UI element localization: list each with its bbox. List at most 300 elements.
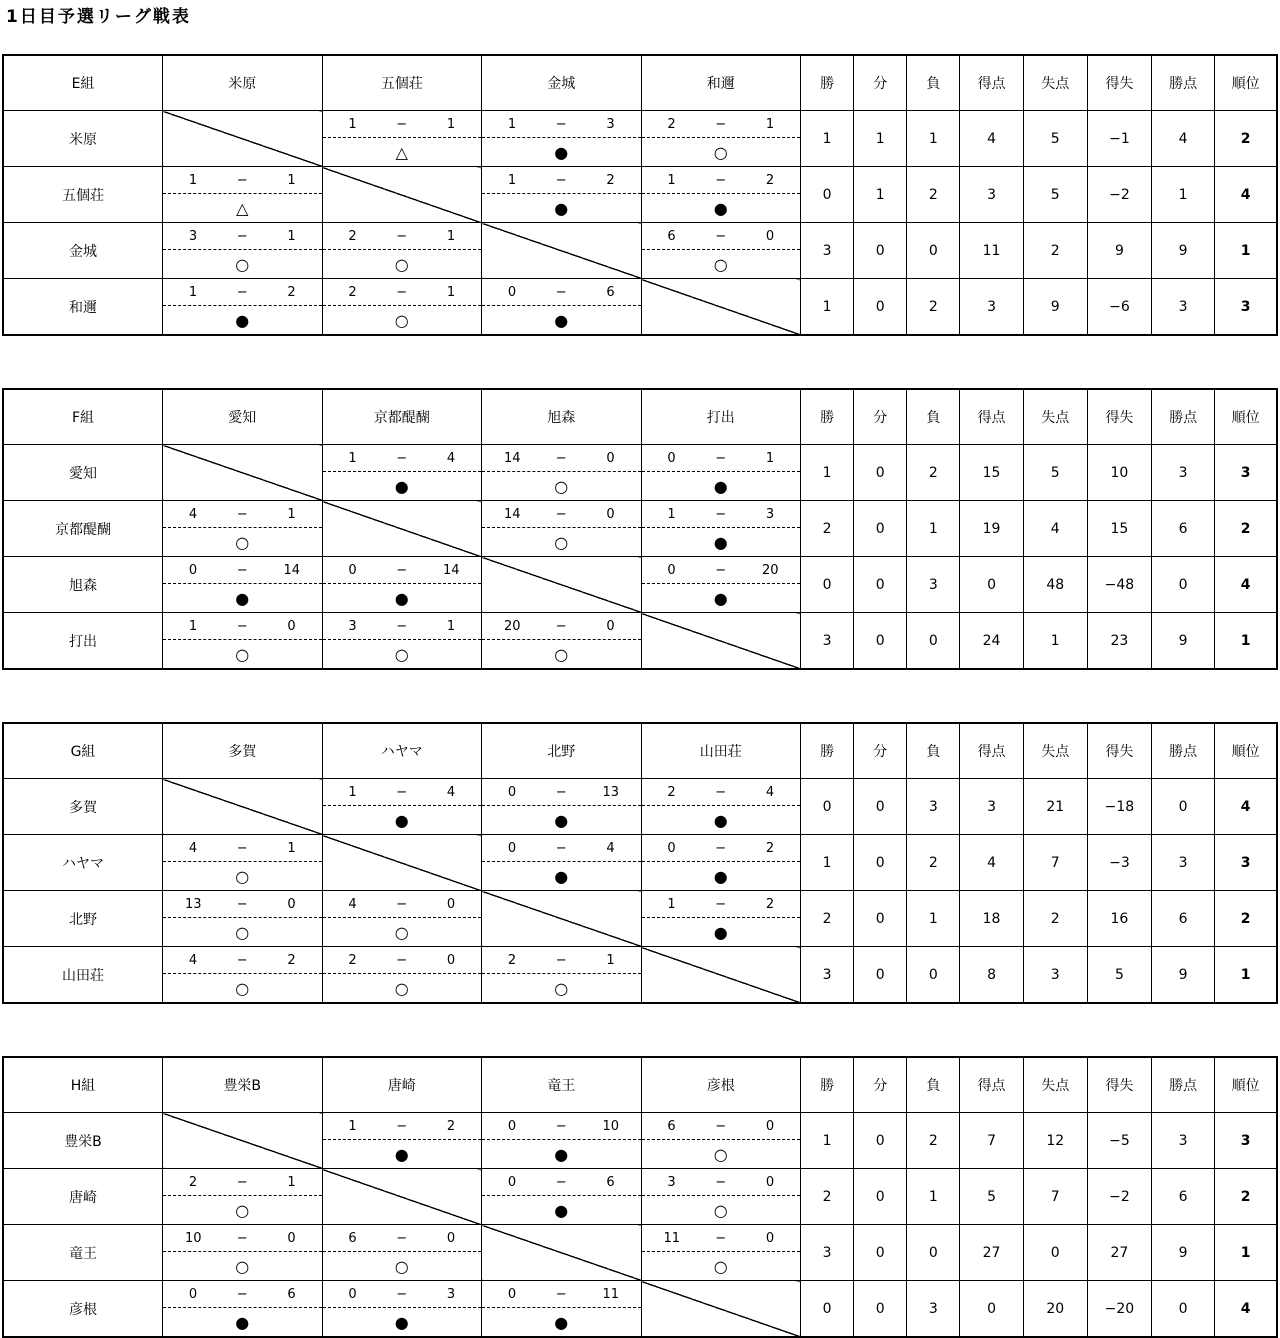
stat-value: 18 <box>960 891 1023 947</box>
result-icon: ● <box>713 589 728 608</box>
score-for: 0 <box>188 1286 198 1302</box>
score-dash: − <box>715 172 727 188</box>
score-dash: − <box>715 784 727 800</box>
score-against: 0 <box>287 1230 296 1246</box>
table-row <box>3 111 1277 167</box>
stat-value: 3 <box>907 779 960 835</box>
match-score <box>642 501 801 528</box>
row-team-name: 金城 <box>3 223 163 279</box>
result-icon: ○ <box>235 645 250 664</box>
stat-value: 1 <box>1023 613 1087 670</box>
score-for: 1 <box>348 784 357 800</box>
score-for: 13 <box>185 896 202 912</box>
row-team-name: 多賀 <box>3 779 163 835</box>
row-team-name: 竜王 <box>3 1225 163 1281</box>
match-cell <box>641 891 801 947</box>
score-against: 1 <box>446 228 456 244</box>
score-dash: − <box>236 562 248 578</box>
score-for: 0 <box>348 1286 357 1302</box>
match-score <box>482 835 641 862</box>
match-score <box>163 613 322 640</box>
score-against: 1 <box>446 116 456 132</box>
stat-value: 0 <box>907 1225 960 1281</box>
match-score <box>482 947 641 974</box>
match-cell <box>322 445 482 501</box>
match-score <box>482 779 641 806</box>
rank-value: 3 <box>1215 835 1277 891</box>
score-for: 1 <box>188 618 198 634</box>
row-team-name: ハヤマ <box>3 835 163 891</box>
rank-value: 3 <box>1215 1113 1277 1169</box>
match-cell <box>163 167 323 223</box>
match-cell <box>163 1225 323 1281</box>
score-against: 0 <box>446 952 456 968</box>
match-score <box>642 779 801 806</box>
match-score <box>482 613 641 640</box>
match-score <box>482 1169 641 1196</box>
result-icon: ● <box>554 1313 569 1332</box>
score-dash: − <box>555 506 567 522</box>
stat-value: 3 <box>907 557 960 613</box>
score-dash: − <box>715 1174 727 1190</box>
rank-value: 1 <box>1215 613 1277 670</box>
group-name: H組 <box>3 1057 163 1113</box>
diagonal-cell <box>163 1113 323 1169</box>
score-for: 2 <box>667 116 676 132</box>
match-score <box>163 947 322 974</box>
result-icon: ● <box>713 867 728 886</box>
column-header: 失点 <box>1023 1057 1087 1113</box>
score-for: 6 <box>348 1230 357 1246</box>
stat-value: 3 <box>801 1225 854 1281</box>
score-dash: − <box>236 1174 248 1190</box>
match-score <box>323 613 482 640</box>
result-icon: ○ <box>235 923 250 942</box>
score-dash: − <box>236 618 248 634</box>
stat-value: 11 <box>960 223 1023 279</box>
score-for: 1 <box>188 172 198 188</box>
stat-value: 9 <box>1087 223 1151 279</box>
stat-value: 0 <box>1023 1225 1087 1281</box>
match-score <box>323 779 482 806</box>
row-team-name: 和邇 <box>3 279 163 336</box>
stat-value: 0 <box>1152 779 1215 835</box>
match-cell <box>322 1225 482 1281</box>
stat-value: 3 <box>960 279 1023 336</box>
match-score <box>163 1225 322 1252</box>
match-cell <box>322 613 482 670</box>
score-dash: − <box>555 450 567 466</box>
match-cell <box>322 279 482 336</box>
rank-value: 2 <box>1215 1169 1277 1225</box>
stat-value: 1 <box>907 501 960 557</box>
score-dash: − <box>396 284 408 300</box>
score-dash: − <box>396 784 408 800</box>
score-against: 1 <box>446 618 456 634</box>
stat-value: 7 <box>1023 835 1087 891</box>
score-against: 4 <box>446 784 456 800</box>
match-score <box>482 501 641 528</box>
match-cell <box>482 111 642 167</box>
stat-value: 4 <box>1152 111 1215 167</box>
score-dash: − <box>715 896 727 912</box>
stat-value: 4 <box>960 835 1023 891</box>
match-score <box>163 167 322 194</box>
match-score <box>163 557 322 584</box>
score-against: 0 <box>765 1174 775 1190</box>
table-row <box>3 835 1277 891</box>
match-cell <box>163 613 323 670</box>
stat-value: 7 <box>960 1113 1023 1169</box>
column-header: 分 <box>854 389 907 445</box>
table-row <box>3 279 1277 336</box>
match-score <box>323 111 482 138</box>
group-name: F組 <box>3 389 163 445</box>
column-header: 得失 <box>1087 55 1151 111</box>
score-against: 2 <box>765 840 775 856</box>
match-score <box>323 223 482 250</box>
stat-value: −48 <box>1087 557 1151 613</box>
stat-value: 9 <box>1152 1225 1215 1281</box>
stat-value: 0 <box>854 279 907 336</box>
score-against: 4 <box>606 840 615 856</box>
match-cell <box>641 223 801 279</box>
stat-value: 0 <box>907 223 960 279</box>
column-team-name: ハヤマ <box>322 723 482 779</box>
league-table <box>2 54 1278 336</box>
match-score <box>323 1225 482 1252</box>
row-team-name: 旭森 <box>3 557 163 613</box>
stat-value: 2 <box>801 501 854 557</box>
result-icon: ○ <box>394 645 409 664</box>
score-against: 2 <box>446 1118 456 1134</box>
stat-value: 3 <box>960 779 1023 835</box>
score-dash: − <box>396 896 408 912</box>
score-dash: − <box>236 284 248 300</box>
column-header: 勝点 <box>1152 55 1215 111</box>
stat-value: 4 <box>960 111 1023 167</box>
column-header: 得点 <box>960 55 1023 111</box>
result-icon: ○ <box>394 311 409 330</box>
stat-value: 3 <box>801 947 854 1004</box>
stat-value: 0 <box>801 1281 854 1338</box>
score-against: 1 <box>287 228 296 244</box>
result-icon: ● <box>713 533 728 552</box>
result-icon: ● <box>554 311 569 330</box>
score-against: 11 <box>602 1286 620 1302</box>
column-header: 負 <box>907 1057 960 1113</box>
stat-value: 3 <box>801 223 854 279</box>
stat-value: 0 <box>854 445 907 501</box>
match-cell <box>482 501 642 557</box>
stat-value: 0 <box>854 1281 907 1338</box>
score-against: 6 <box>606 284 615 300</box>
result-icon: ○ <box>554 645 569 664</box>
score-dash: − <box>236 896 248 912</box>
score-for: 6 <box>667 1118 676 1134</box>
stat-value: 20 <box>1023 1281 1087 1338</box>
match-score <box>642 167 801 194</box>
stat-value: 3 <box>1152 1113 1215 1169</box>
match-score <box>323 557 482 584</box>
result-icon: ● <box>713 811 728 830</box>
diagonal-cell <box>482 891 642 947</box>
stat-value: 0 <box>854 779 907 835</box>
stat-value: 21 <box>1023 779 1087 835</box>
stat-value: 0 <box>854 223 907 279</box>
column-header: 勝 <box>801 723 854 779</box>
match-cell <box>641 501 801 557</box>
score-dash: − <box>555 1118 567 1134</box>
score-for: 2 <box>667 784 676 800</box>
stat-value: 0 <box>960 557 1023 613</box>
table-row <box>3 223 1277 279</box>
column-team-name: 北野 <box>482 723 642 779</box>
stat-value: 1 <box>907 891 960 947</box>
score-dash: − <box>236 840 248 856</box>
column-header: 順位 <box>1215 723 1277 779</box>
match-score <box>482 445 641 472</box>
result-icon: ○ <box>554 979 569 998</box>
score-dash: − <box>396 1286 408 1302</box>
stat-value: 0 <box>854 947 907 1004</box>
score-dash: − <box>396 1230 408 1246</box>
stat-value: 0 <box>1152 1281 1215 1338</box>
row-team-name: 山田荘 <box>3 947 163 1004</box>
match-score <box>642 223 801 250</box>
stat-value: 3 <box>1152 279 1215 336</box>
score-dash: − <box>396 562 408 578</box>
score-against: 3 <box>446 1286 456 1302</box>
column-team-name: 彦根 <box>641 1057 801 1113</box>
result-icon: ● <box>713 923 728 942</box>
result-icon: ○ <box>394 979 409 998</box>
result-icon: ● <box>554 199 569 218</box>
score-against: 6 <box>606 1174 615 1190</box>
score-for: 3 <box>667 1174 676 1190</box>
stat-value: 3 <box>907 1281 960 1338</box>
score-dash: − <box>236 172 248 188</box>
score-for: 1 <box>188 284 198 300</box>
stat-value: 9 <box>1152 947 1215 1004</box>
score-dash: − <box>715 840 727 856</box>
rank-value: 3 <box>1215 445 1277 501</box>
result-icon: ● <box>394 589 409 608</box>
league-table <box>2 388 1278 670</box>
stat-value: 23 <box>1087 613 1151 670</box>
score-for: 0 <box>667 840 676 856</box>
score-against: 0 <box>765 1230 775 1246</box>
stat-value: 2 <box>907 445 960 501</box>
match-cell <box>482 613 642 670</box>
score-against: 0 <box>765 1118 775 1134</box>
stat-value: 2 <box>801 1169 854 1225</box>
table-row <box>3 167 1277 223</box>
match-cell <box>163 1169 323 1225</box>
stat-value: 3 <box>1152 445 1215 501</box>
column-team-name: 五個荘 <box>322 55 482 111</box>
diagonal-cell <box>322 835 482 891</box>
row-team-name: 唐崎 <box>3 1169 163 1225</box>
score-dash: − <box>396 952 408 968</box>
score-dash: − <box>236 1286 248 1302</box>
diagonal-cell <box>641 613 801 670</box>
match-score <box>642 891 801 918</box>
diagonal-cell <box>322 167 482 223</box>
league-table <box>2 1056 1278 1338</box>
stat-value: 1 <box>854 167 907 223</box>
stat-value: 5 <box>1023 111 1087 167</box>
score-for: 1 <box>507 172 517 188</box>
score-for: 3 <box>188 228 198 244</box>
match-score <box>323 947 482 974</box>
result-icon: ● <box>394 477 409 496</box>
match-score <box>642 1113 801 1140</box>
score-for: 0 <box>507 284 517 300</box>
column-header: 得失 <box>1087 723 1151 779</box>
score-dash: − <box>715 1118 727 1134</box>
score-against: 1 <box>287 506 296 522</box>
stat-value: −18 <box>1087 779 1151 835</box>
stat-value: 9 <box>1023 279 1087 336</box>
stat-value: 4 <box>1023 501 1087 557</box>
match-cell <box>322 557 482 613</box>
match-score <box>482 167 641 194</box>
match-score <box>482 1281 641 1308</box>
stat-value: 0 <box>854 1225 907 1281</box>
match-score <box>163 279 322 306</box>
table-row <box>3 557 1277 613</box>
match-score <box>163 891 322 918</box>
row-team-name: 打出 <box>3 613 163 670</box>
stat-value: 24 <box>960 613 1023 670</box>
score-against: 1 <box>287 1174 296 1190</box>
table-row <box>3 947 1277 1004</box>
rank-value: 1 <box>1215 1225 1277 1281</box>
table-row <box>3 1225 1277 1281</box>
match-cell <box>641 445 801 501</box>
row-team-name: 五個荘 <box>3 167 163 223</box>
score-dash: − <box>715 450 727 466</box>
score-against: 2 <box>287 284 296 300</box>
result-icon: ○ <box>235 1257 250 1276</box>
stat-value: 1 <box>801 279 854 336</box>
column-header: 負 <box>907 723 960 779</box>
score-dash: − <box>236 228 248 244</box>
score-dash: − <box>236 1230 248 1246</box>
score-against: 4 <box>446 450 456 466</box>
diagonal-cell <box>641 279 801 336</box>
score-dash: − <box>715 1230 727 1246</box>
score-for: 0 <box>507 784 517 800</box>
stat-value: 3 <box>960 167 1023 223</box>
stat-value: 0 <box>801 167 854 223</box>
result-icon: ○ <box>235 533 250 552</box>
column-header: 勝 <box>801 55 854 111</box>
match-cell <box>322 779 482 835</box>
result-icon: △ <box>395 143 408 162</box>
result-icon: ○ <box>713 143 728 162</box>
match-cell <box>641 1113 801 1169</box>
score-against: 4 <box>765 784 775 800</box>
result-icon: ○ <box>394 923 409 942</box>
score-for: 4 <box>188 952 198 968</box>
stat-value: 2 <box>907 1113 960 1169</box>
stat-value: 12 <box>1023 1113 1087 1169</box>
stat-value: 6 <box>1152 501 1215 557</box>
stat-value: 2 <box>801 891 854 947</box>
score-dash: − <box>396 450 408 466</box>
column-header: 失点 <box>1023 55 1087 111</box>
match-cell <box>641 779 801 835</box>
stat-value: 1 <box>801 1113 854 1169</box>
score-for: 2 <box>188 1174 198 1190</box>
score-dash: − <box>715 506 727 522</box>
table-row <box>3 613 1277 670</box>
score-against: 14 <box>283 562 301 578</box>
match-cell <box>641 111 801 167</box>
column-team-name: 和邇 <box>641 55 801 111</box>
stat-value: 0 <box>854 1169 907 1225</box>
match-cell <box>482 1281 642 1338</box>
result-icon: ● <box>554 143 569 162</box>
match-cell <box>482 1169 642 1225</box>
column-header: 得失 <box>1087 1057 1151 1113</box>
stat-value: 1 <box>907 1169 960 1225</box>
column-team-name: 京都醍醐 <box>322 389 482 445</box>
stat-value: −2 <box>1087 167 1151 223</box>
score-for: 0 <box>667 562 676 578</box>
column-team-name: 米原 <box>163 55 323 111</box>
score-for: 2 <box>348 228 357 244</box>
result-icon: ○ <box>713 1257 728 1276</box>
stat-value: 0 <box>801 557 854 613</box>
result-icon: ● <box>235 311 250 330</box>
page-title: 1日目予選リーグ戦表 <box>6 7 191 27</box>
match-cell <box>641 835 801 891</box>
stat-value: −20 <box>1087 1281 1151 1338</box>
match-score <box>323 279 482 306</box>
diagonal-cell <box>482 557 642 613</box>
score-dash: − <box>396 618 408 634</box>
match-score <box>163 1281 322 1308</box>
row-team-name: 京都醍醐 <box>3 501 163 557</box>
stat-value: 0 <box>854 613 907 670</box>
column-header: 勝点 <box>1152 389 1215 445</box>
stat-value: 6 <box>1152 1169 1215 1225</box>
column-team-name: 豊栄B <box>163 1057 323 1113</box>
column-header: 得失 <box>1087 389 1151 445</box>
score-dash: − <box>555 1174 567 1190</box>
score-for: 14 <box>504 450 521 466</box>
score-for: 4 <box>348 896 357 912</box>
column-team-name: 旭森 <box>482 389 642 445</box>
score-against: 0 <box>446 1230 456 1246</box>
score-for: 1 <box>348 450 357 466</box>
match-cell <box>482 835 642 891</box>
score-against: 1 <box>287 840 296 856</box>
match-score <box>642 835 801 862</box>
match-score <box>323 1113 482 1140</box>
stat-value: 0 <box>854 501 907 557</box>
score-against: 0 <box>606 506 615 522</box>
diagonal-cell <box>163 779 323 835</box>
stat-value: 0 <box>854 835 907 891</box>
result-icon: ● <box>554 1145 569 1164</box>
score-for: 4 <box>188 840 198 856</box>
score-for: 1 <box>667 896 676 912</box>
rank-value: 3 <box>1215 279 1277 336</box>
